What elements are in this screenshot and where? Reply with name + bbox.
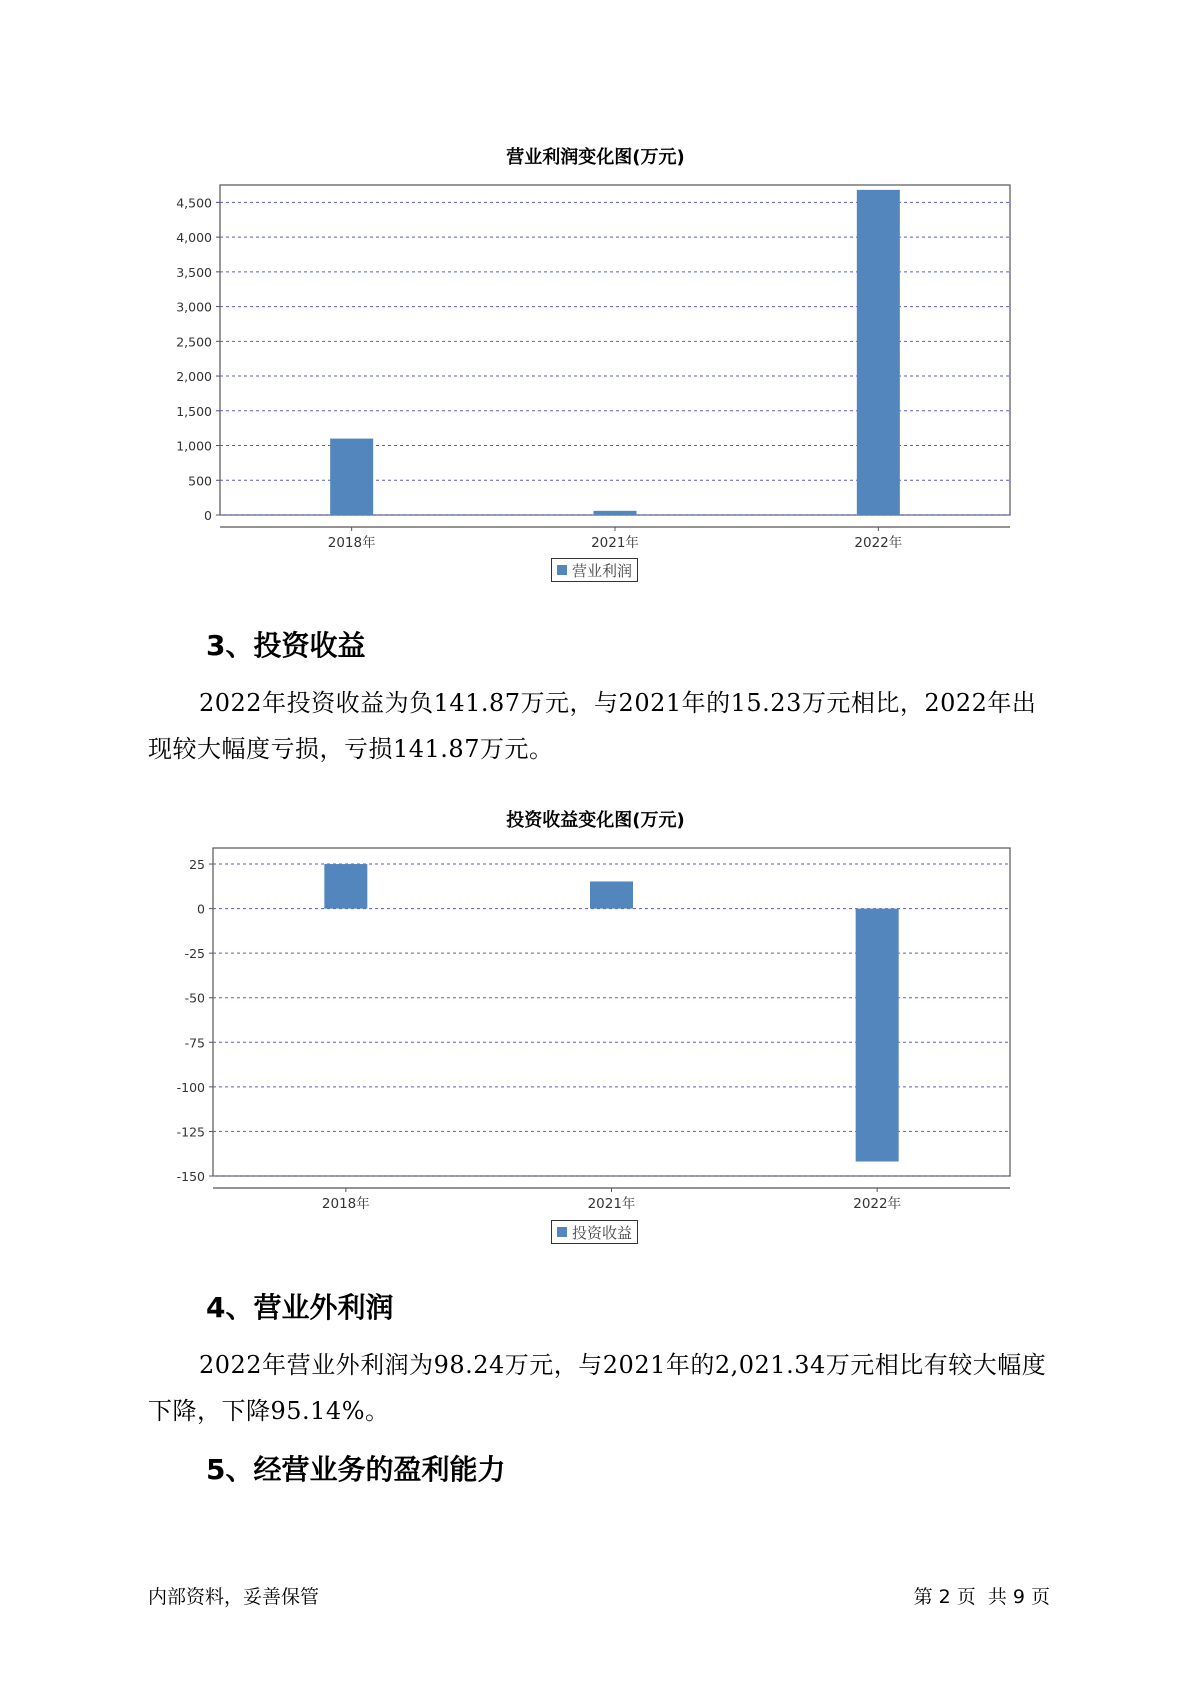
chart2-ytick-label: -150: [176, 1169, 205, 1184]
footer-confidential-note: 内部资料，妥善保管: [148, 1586, 320, 1608]
chart2-xtick-label: 2018年: [321, 1196, 370, 1212]
chart1-ytick-label: 1,500: [176, 403, 212, 419]
chart2-xtick-label: 2022年: [853, 1196, 902, 1212]
chart1-xtick-label: 2022年: [854, 535, 903, 551]
chart2-legend-label: 投资收益: [572, 1223, 633, 1242]
section5-heading: 5、经营业务的盈利能力: [206, 1453, 506, 1486]
chart2-ytick-label: -100: [176, 1079, 205, 1095]
chart2-title: 投资收益变化图(万元): [506, 810, 685, 831]
chart1-ytick-label: 4,500: [176, 195, 212, 211]
chart2-xtick-label: 2021年: [587, 1196, 636, 1212]
footer-page-number: 第 2 页 共 9 页: [913, 1586, 1050, 1608]
chart1-ytick-label: 2,500: [176, 334, 212, 350]
chart1-title: 营业利润变化图(万元): [506, 147, 685, 168]
section4-heading: 4、营业外利润: [206, 1291, 394, 1324]
chart1-ytick-label: 4,000: [176, 230, 212, 246]
chart1-ytick-label: 3,000: [176, 299, 212, 315]
chart2-ytick-label: -25: [184, 946, 205, 962]
chart1-ytick-label: 1,000: [176, 438, 212, 454]
section3-paragraph: 2022年投资收益为负141.87万元，与2021年的15.23万元相比，2022年出现较大幅度亏损，亏损141.87万元。: [148, 689, 1037, 763]
chart2-ytick-label: -75: [184, 1035, 205, 1051]
chart1-xtick-label: 2018年: [327, 535, 376, 551]
chart2-bar-1: [324, 864, 367, 909]
section3-heading: 3、投资收益: [206, 629, 366, 662]
section4-paragraph: 2022年营业外利润为98.24万元，与2021年的2,021.34万元相比有较大幅度下降，下降95.14%。: [148, 1351, 1047, 1425]
chart2-ytick-label: -125: [176, 1124, 205, 1140]
chart1-ytick-label: 3,500: [176, 264, 212, 280]
chart2-ytick-label: 0: [197, 901, 205, 917]
chart1-legend-label: 营业利润: [572, 561, 633, 580]
chart2-bar-3: [856, 909, 899, 1162]
chart1-ytick-label: 500: [188, 473, 212, 489]
chart2-bar-2: [590, 881, 633, 908]
chart2-ytick-label: -50: [184, 990, 205, 1006]
chart1-ytick-label: 2,000: [176, 369, 212, 385]
chart1-xtick-label: 2021年: [591, 535, 639, 551]
chart2-ytick-label: 25: [189, 857, 205, 873]
chart1-ytick-label: 0: [204, 508, 212, 523]
chart2-legend: [551, 1220, 638, 1244]
legend-swatch-icon: [557, 1227, 567, 1237]
